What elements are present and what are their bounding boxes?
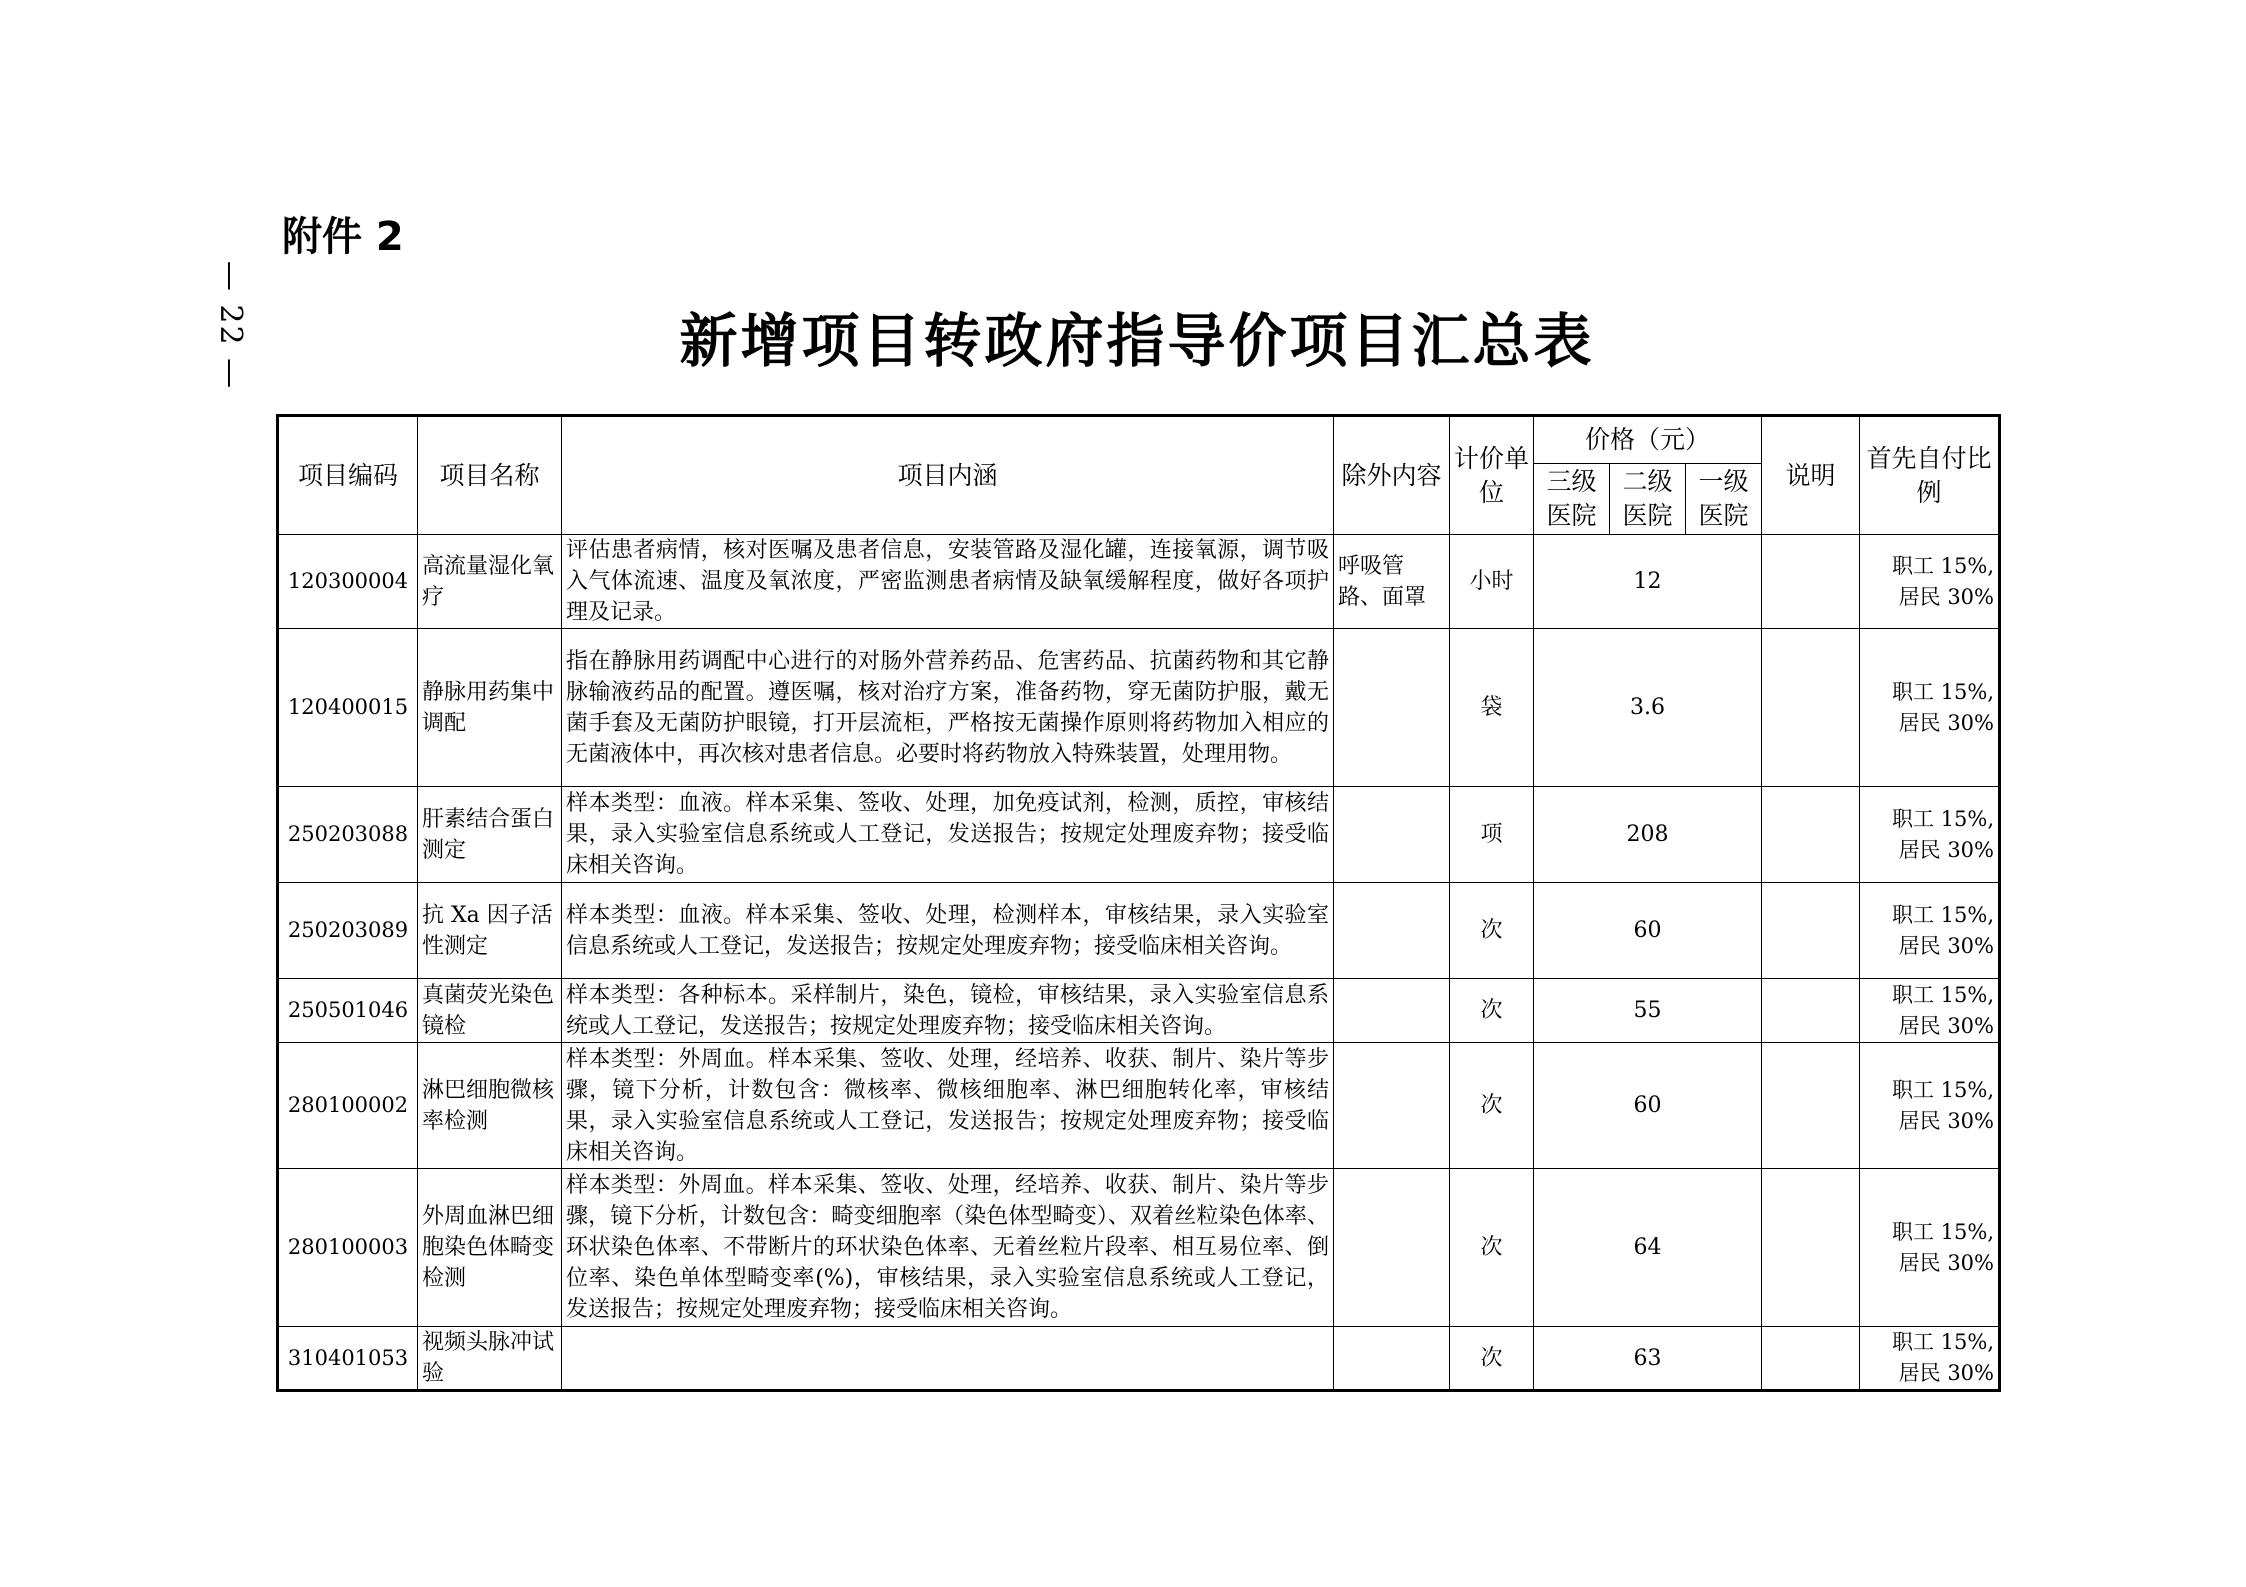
ratio-resident: 居民 30%: [1898, 584, 1994, 609]
row-name: 肝素结合蛋白测定: [418, 787, 562, 883]
row-ratio: [1860, 629, 2000, 787]
header-tier2: 二级医院: [1610, 464, 1686, 535]
row-note: [1762, 1327, 1860, 1391]
row-price: 60: [1534, 883, 1762, 979]
ratio-employee: 职工 15%,: [1891, 1219, 1994, 1244]
row-price: 55: [1534, 979, 1762, 1043]
row-name: 抗 Xa 因子活性测定: [418, 883, 562, 979]
row-price: 12: [1534, 535, 1762, 629]
table-row: [278, 1327, 2000, 1391]
row-code: 120400015: [278, 629, 418, 787]
row-unit: 次: [1450, 1327, 1534, 1391]
row-note: [1762, 883, 1860, 979]
ratio-employee: 职工 15%,: [1891, 1330, 1994, 1354]
row-exclusions: [1334, 979, 1450, 1043]
header-ratio: 首先自付比例: [1860, 416, 2000, 535]
row-exclusions: [1334, 629, 1450, 787]
row-code: 120300004: [278, 535, 418, 629]
row-note: [1762, 1169, 1860, 1327]
row-content: 样本类型：血液。样本采集、签收、处理，检测样本，审核结果，录入实验室信息系统或人工登记，发送报告；按规定处理废弃物；接受临床相关咨询。: [562, 883, 1334, 979]
ratio-resident: 居民 30%: [1898, 1013, 1994, 1038]
ratio-employee: 职工 15%,: [1891, 1077, 1994, 1102]
row-price: 208: [1534, 787, 1762, 883]
row-ratio: [1860, 787, 2000, 883]
table-row: [278, 1043, 2000, 1169]
header-tier3: 三级医院: [1534, 464, 1610, 535]
row-ratio: [1860, 1169, 2000, 1327]
row-name: 视频头脉冲试验: [418, 1327, 562, 1391]
header-content: 项目内涵: [562, 416, 1334, 535]
ratio-resident: 居民 30%: [1898, 1250, 1994, 1275]
row-content: 样本类型：外周血。样本采集、签收、处理，经培养、收获、制片、染片等步骤，镜下分析，计数包含：畸变细胞率（染色体型畸变）、双着丝粒染色体率、环状染色体率、不带断片的环状染色体率、无着丝粒片段率、相互易位率、倒位率、染色单体型畸变率(%)，审核结果，录入实验室信息系统或人工登记，发送报告；按规定处理废弃物；接受临床相关咨询。: [562, 1169, 1334, 1327]
summary-table: [276, 414, 2001, 1392]
table-row: [278, 1169, 2000, 1327]
ratio-resident: 居民 30%: [1898, 1361, 1994, 1385]
row-unit: 次: [1450, 883, 1534, 979]
row-exclusions: [1334, 1169, 1450, 1327]
row-name: 外周血淋巴细胞染色体畸变检测: [418, 1169, 562, 1327]
row-ratio: [1860, 1043, 2000, 1169]
row-exclusions: [1334, 787, 1450, 883]
row-code: 280100002: [278, 1043, 418, 1169]
table-row: [278, 535, 2000, 629]
row-unit: 次: [1450, 979, 1534, 1043]
row-content: 样本类型：血液。样本采集、签收、处理，加免疫试剂，检测，质控，审核结果，录入实验室信息系统或人工登记，发送报告；按规定处理废弃物；接受临床相关咨询。: [562, 787, 1334, 883]
ratio-employee: 职工 15%,: [1891, 902, 1994, 927]
row-content: 指在静脉用药调配中心进行的对肠外营养药品、危害药品、抗菌药物和其它静脉输液药品的配置。遵医嘱，核对治疗方案，准备药物，穿无菌防护服，戴无菌手套及无菌防护眼镜，打开层流柜，严格按无菌操作原则将药物加入相应的无菌液体中，再次核对患者信息。必要时将药物放入特殊装置，处理用物。: [562, 629, 1334, 787]
row-exclusions: [1334, 1327, 1450, 1391]
ratio-employee: 职工 15%,: [1891, 679, 1994, 704]
row-content: 样本类型：外周血。样本采集、签收、处理，经培养、收获、制片、染片等步骤，镜下分析，计数包含：微核率、微核细胞率、淋巴细胞转化率，审核结果，录入实验室信息系统或人工登记，发送报告；按规定处理废弃物；接受临床相关咨询。: [562, 1043, 1334, 1169]
row-ratio: [1860, 535, 2000, 629]
row-unit: 项: [1450, 787, 1534, 883]
row-note: [1762, 787, 1860, 883]
row-code: 250203089: [278, 883, 418, 979]
header-note: 说明: [1762, 416, 1860, 535]
row-code: 280100003: [278, 1169, 418, 1327]
page-number: [196, 245, 266, 405]
row-ratio: [1860, 1327, 2000, 1391]
header-price-group: 价格（元）: [1534, 416, 1762, 464]
row-note: [1762, 1043, 1860, 1169]
attachment-label: 附件 2: [282, 214, 404, 260]
row-code: 250203088: [278, 787, 418, 883]
row-price: 60: [1534, 1043, 1762, 1169]
header-code: 项目编码: [278, 416, 418, 535]
row-unit: 袋: [1450, 629, 1534, 787]
row-name: 淋巴细胞微核率检测: [418, 1043, 562, 1169]
row-exclusions: 呼吸管路、面罩: [1334, 535, 1450, 629]
row-content: [562, 1327, 1334, 1391]
ratio-resident: 居民 30%: [1898, 837, 1994, 862]
ratio-resident: 居民 30%: [1898, 933, 1994, 958]
table-row: [278, 979, 2000, 1043]
row-name: 静脉用药集中调配: [418, 629, 562, 787]
ratio-resident: 居民 30%: [1898, 1108, 1994, 1133]
row-price: 63: [1534, 1327, 1762, 1391]
row-unit: 次: [1450, 1043, 1534, 1169]
ratio-resident: 居民 30%: [1898, 710, 1994, 735]
header-tier1: 一级医院: [1686, 464, 1762, 535]
row-code: 250501046: [278, 979, 418, 1043]
row-code: 310401053: [278, 1327, 418, 1391]
row-note: [1762, 629, 1860, 787]
row-content: 样本类型：各种标本。采样制片，染色，镜检，审核结果，录入实验室信息系统或人工登记，发送报告；按规定处理废弃物；接受临床相关咨询。: [562, 979, 1334, 1043]
row-unit: 次: [1450, 1169, 1534, 1327]
table-row: [278, 787, 2000, 883]
row-note: [1762, 979, 1860, 1043]
row-ratio: [1860, 979, 2000, 1043]
document-title: 新增项目转政府指导价项目汇总表: [679, 307, 1595, 375]
ratio-employee: 职工 15%,: [1891, 553, 1994, 578]
row-price: 64: [1534, 1169, 1762, 1327]
table-row: [278, 629, 2000, 787]
ratio-employee: 职工 15%,: [1891, 806, 1994, 831]
row-price: 3.6: [1534, 629, 1762, 787]
header-name: 项目名称: [418, 416, 562, 535]
row-unit: 小时: [1450, 535, 1534, 629]
ratio-employee: 职工 15%,: [1891, 982, 1994, 1007]
row-ratio: [1860, 883, 2000, 979]
header-exclusions: 除外内容: [1334, 416, 1450, 535]
page-number-text: — 22 —: [213, 260, 249, 390]
row-exclusions: [1334, 1043, 1450, 1169]
row-exclusions: [1334, 883, 1450, 979]
row-name: 高流量湿化氧疗: [418, 535, 562, 629]
row-name: 真菌荧光染色镜检: [418, 979, 562, 1043]
header-unit: 计价单位: [1450, 416, 1534, 535]
table-row: [278, 883, 2000, 979]
row-note: [1762, 535, 1860, 629]
row-content: 评估患者病情，核对医嘱及患者信息，安装管路及湿化罐，连接氧源，调节吸入气体流速、温度及氧浓度，严密监测患者病情及缺氧缓解程度，做好各项护理及记录。: [562, 535, 1334, 629]
